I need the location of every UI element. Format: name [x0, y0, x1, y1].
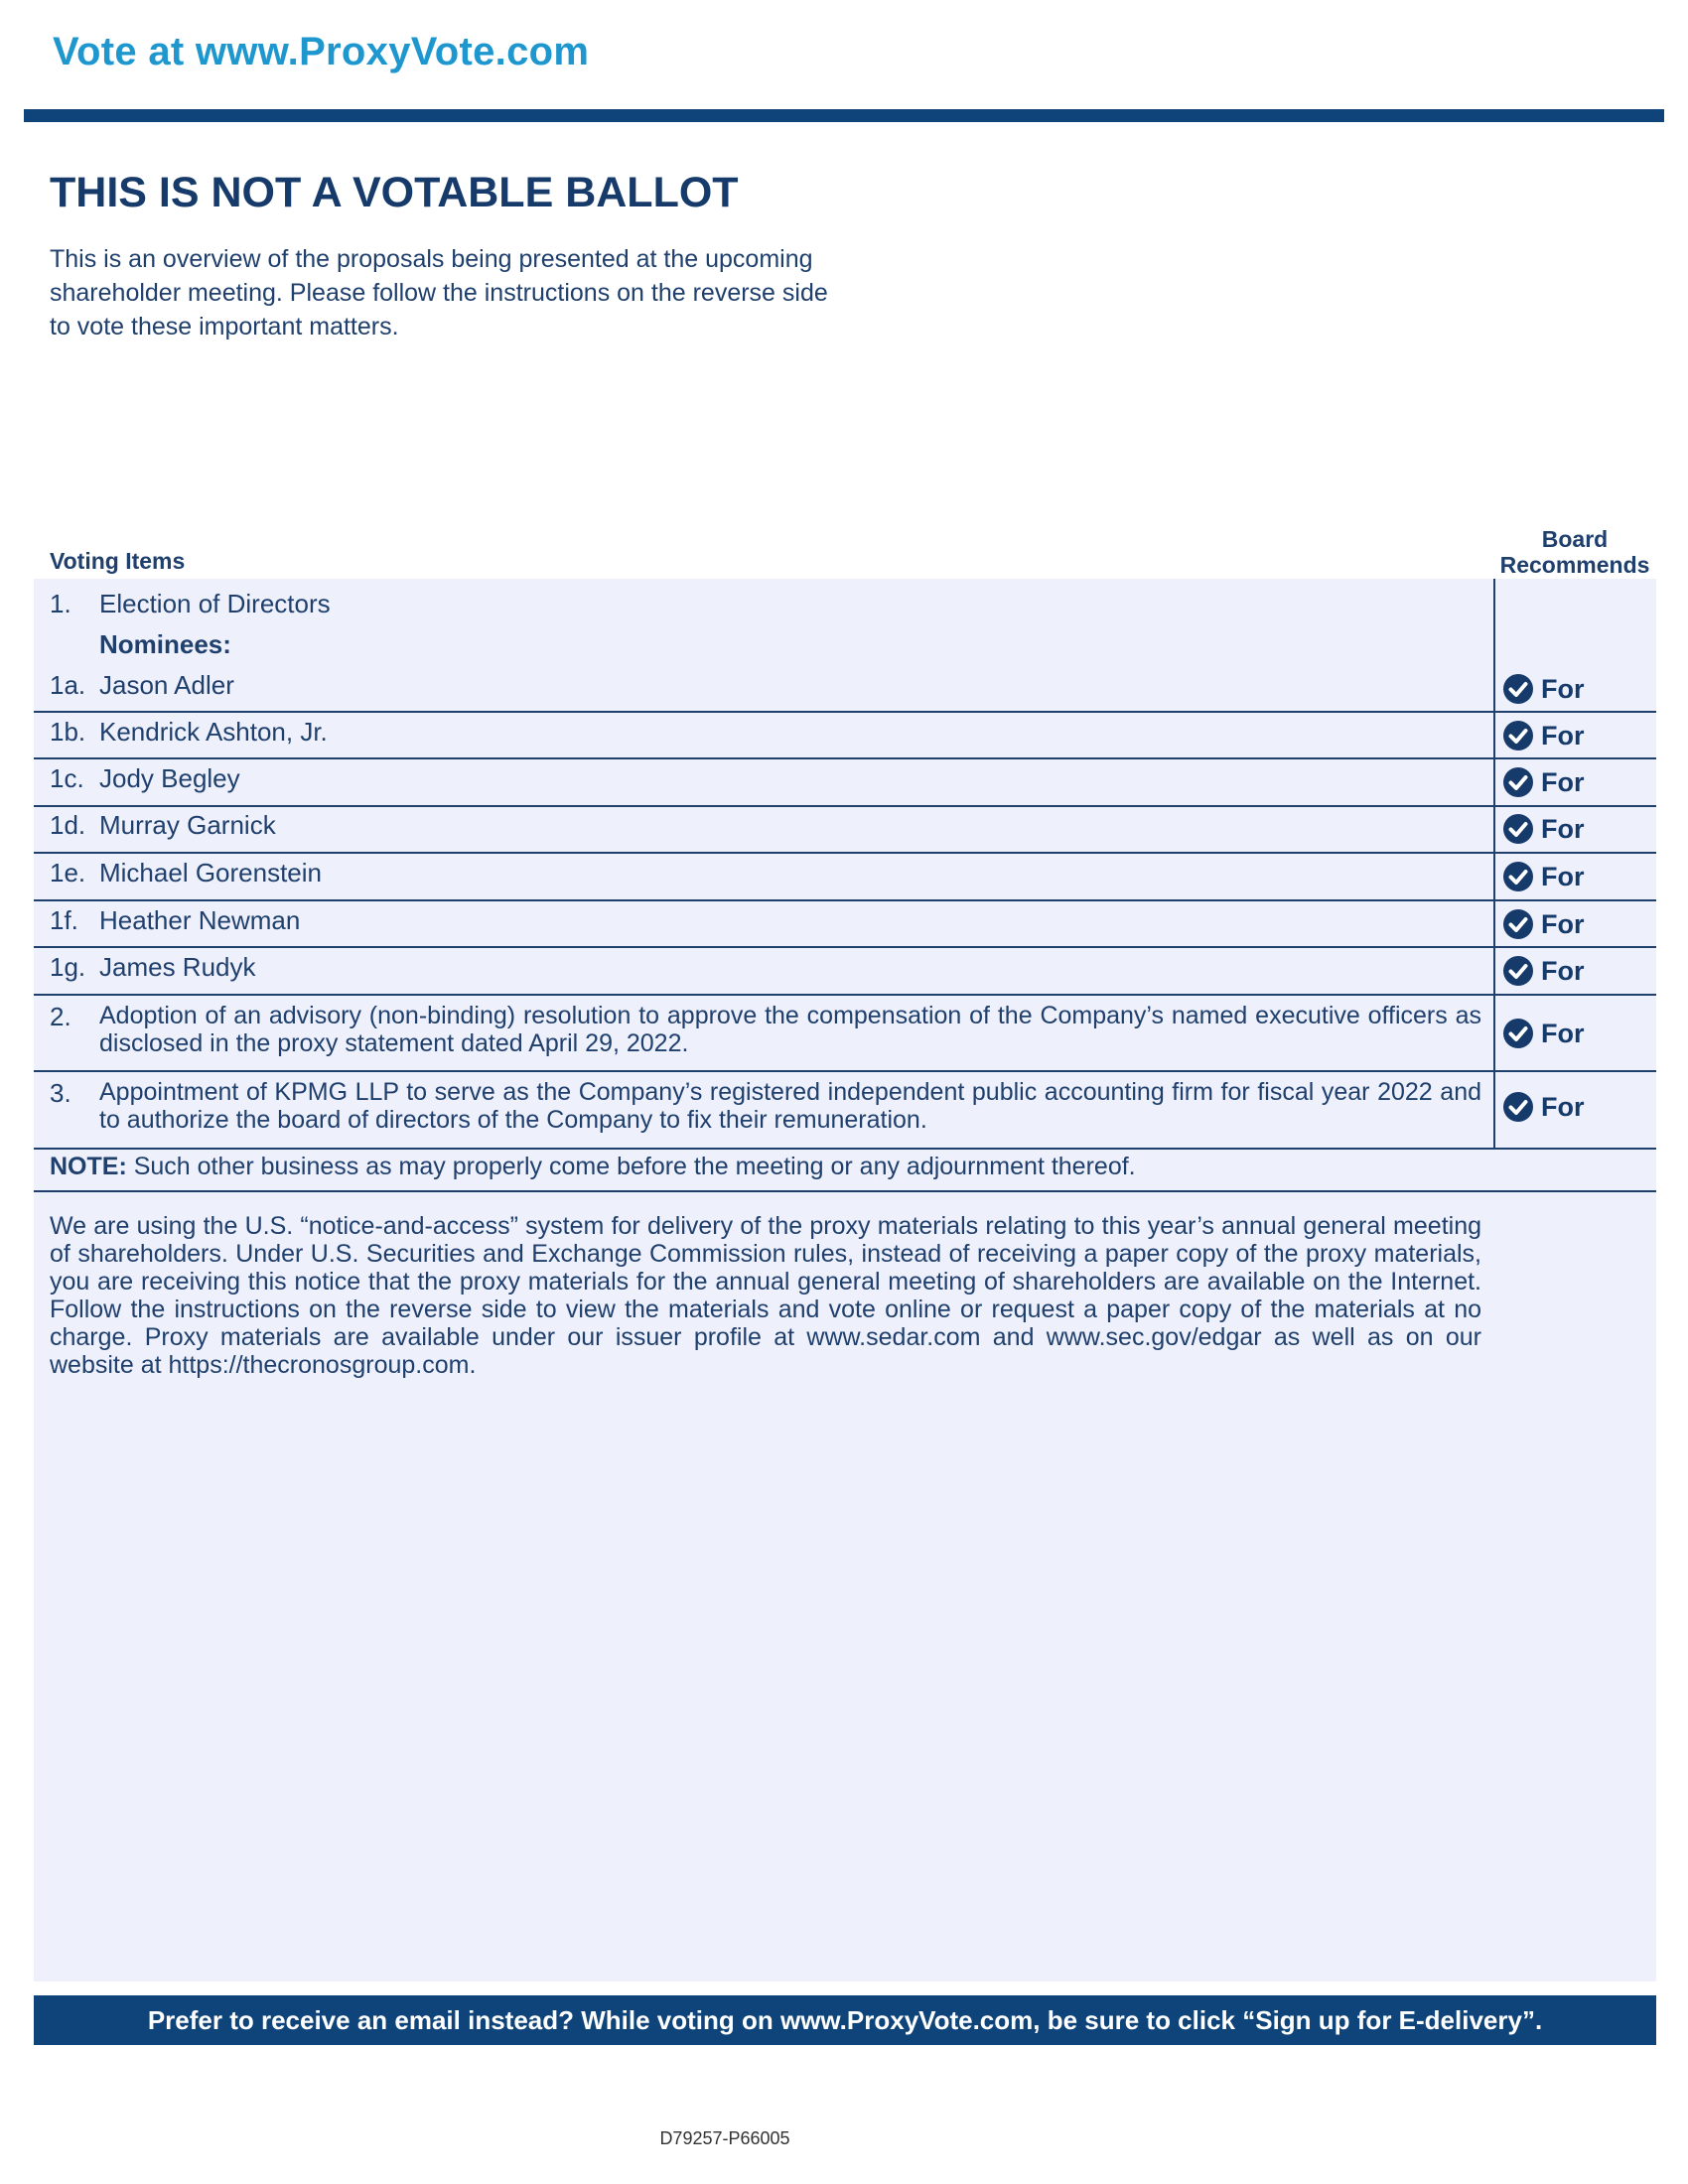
- nominee-1f-number: 1f.: [50, 905, 78, 935]
- nominee-1e-number: 1e.: [50, 858, 86, 887]
- e-delivery-banner: [34, 1995, 1656, 2045]
- nominee-1a-number: 1a.: [50, 670, 86, 700]
- item-3-text: Appointment of KPMG LLP to serve as the Company’s registered independent public accounting firm for fiscal year 2022 and to authorize the board of directors of the Company to fix their remuneration.: [99, 1078, 1481, 1134]
- note-label: NOTE:: [50, 1153, 127, 1180]
- check-circle-icon: [1502, 908, 1534, 940]
- nominee-1d-number: 1d.: [50, 810, 86, 840]
- header-rule: [24, 109, 1664, 122]
- row-divider: [34, 852, 1656, 854]
- page-title: THIS IS NOT A VOTABLE BALLOT: [50, 169, 739, 216]
- nominee-1f-recommendation: [1502, 908, 1585, 940]
- check-circle-icon: [1502, 861, 1534, 892]
- recommendation-label: For: [1541, 720, 1585, 751]
- note-text: Such other business as may properly come before the meeting or any adjournment thereof.: [126, 1153, 1136, 1180]
- nominee-1g-name: James Rudyk: [99, 952, 256, 982]
- check-circle-icon: [1502, 1018, 1534, 1049]
- nominee-1d-name: Murray Garnick: [99, 810, 276, 840]
- recommendation-label: For: [1541, 673, 1585, 704]
- item-3-number: 3.: [50, 1078, 71, 1108]
- row-divider: [34, 994, 1656, 996]
- nominee-1c-name: Jody Begley: [99, 763, 240, 793]
- row-divider: [34, 1148, 1656, 1150]
- nominee-1a-name: Jason Adler: [99, 670, 234, 700]
- notice-and-access-paragraph: We are using the U.S. “notice-and-access” system for delivery of the proxy materials relating to this year’s annual general meeting of shareholders. Under U.S. Securities and Exchange Commission rules, instead of receiving a paper copy of the proxy materials, you are receiving this notice that the proxy materials for the annual general meeting of shareholders are available on the Internet. Follow the instructions on the reverse side to view the materials and vote online or request a paper copy of the materials at no charge. Proxy materials are available under our issuer profile at www.sedar.com and www.sec.gov/edgar as well as on our website at https://thecronosgroup.com.: [50, 1212, 1481, 1379]
- recommendation-label: For: [1541, 1091, 1585, 1122]
- recommendation-label: For: [1541, 908, 1585, 939]
- nominee-1b-number: 1b.: [50, 717, 86, 747]
- board-recommends-header: [1489, 526, 1660, 578]
- intro-text: This is an overview of the proposals being presented at the upcoming shareholder meeting. Please follow the instructions on the reverse side to vote these important matters.: [50, 245, 828, 341]
- vote-link-header[interactable]: Vote at www.ProxyVote.com: [53, 30, 590, 73]
- document-code: D79257-P66005: [659, 2128, 790, 2148]
- voting-items-header: Voting Items: [50, 548, 186, 574]
- e-delivery-banner-text: Prefer to receive an email instead? While voting on www.ProxyVote.com, be sure to click “Sign up for E-delivery”.: [147, 2004, 1543, 2035]
- item-1-label: Election of Directors: [99, 589, 331, 618]
- recommendation-label: For: [1541, 813, 1585, 844]
- nominee-1e-name: Michael Gorenstein: [99, 858, 322, 887]
- recommendation-label: For: [1541, 766, 1585, 797]
- check-circle-icon: [1502, 720, 1534, 751]
- row-divider: [34, 1070, 1656, 1072]
- note-line: [50, 1153, 1136, 1181]
- item-2-number: 2.: [50, 1002, 71, 1031]
- item-3-recommendation: [1502, 1091, 1585, 1123]
- board-recommends-line1: Board: [1541, 526, 1609, 552]
- nominee-1b-recommendation: [1502, 720, 1585, 751]
- check-circle-icon: [1502, 673, 1534, 705]
- row-divider: [34, 757, 1656, 759]
- check-circle-icon: [1502, 813, 1534, 845]
- nominee-1g-recommendation: [1502, 955, 1585, 987]
- nominee-1e-recommendation: [1502, 861, 1585, 892]
- recommendation-label: For: [1541, 955, 1585, 986]
- row-divider: [34, 711, 1656, 713]
- nominee-1d-recommendation: [1502, 813, 1585, 845]
- note-divider: [34, 1190, 1656, 1192]
- item-1-number: 1.: [50, 589, 71, 618]
- nominee-1a-recommendation: [1502, 673, 1585, 705]
- nominees-label: Nominees:: [99, 629, 231, 659]
- nominee-1b-name: Kendrick Ashton, Jr.: [99, 717, 328, 747]
- row-divider: [34, 946, 1656, 948]
- nominee-1f-name: Heather Newman: [99, 905, 301, 935]
- recommendation-column-divider: [1493, 579, 1495, 1150]
- nominee-1c-recommendation: [1502, 766, 1585, 798]
- recommendation-label: For: [1541, 1018, 1585, 1048]
- check-circle-icon: [1502, 955, 1534, 987]
- row-divider: [34, 805, 1656, 807]
- item-2-text: Adoption of an advisory (non-binding) resolution to approve the compensation of the Company’s named executive officers as disclosed in the proxy statement dated April 29, 2022.: [99, 1002, 1481, 1057]
- item-2-recommendation: [1502, 1018, 1585, 1049]
- check-circle-icon: [1502, 1091, 1534, 1123]
- check-circle-icon: [1502, 766, 1534, 798]
- recommendation-label: For: [1541, 861, 1585, 891]
- nominee-1c-number: 1c.: [50, 763, 84, 793]
- nominee-1g-number: 1g.: [50, 952, 86, 982]
- board-recommends-line2: Recommends: [1499, 552, 1650, 578]
- row-divider: [34, 899, 1656, 901]
